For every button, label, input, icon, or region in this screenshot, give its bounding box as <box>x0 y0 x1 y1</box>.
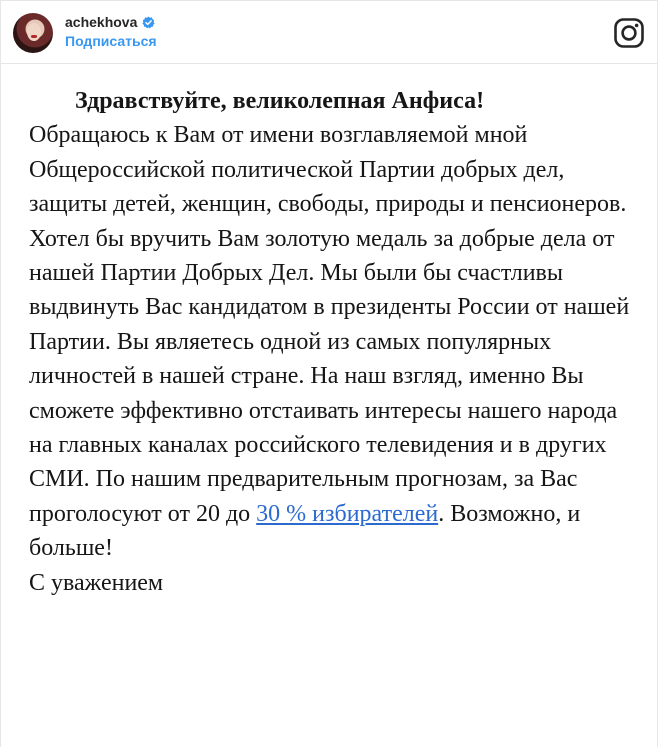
letter-closing: С уважением <box>29 569 164 596</box>
avatar-face <box>27 23 41 41</box>
post-header <box>0 0 658 64</box>
username-link[interactable]: achekhova <box>65 14 138 30</box>
verified-badge-icon <box>142 16 155 29</box>
letter-paragraph-2 <box>29 222 641 566</box>
follow-button[interactable]: Подписаться <box>65 33 157 49</box>
letter-greeting: Здравствуйте, великолепная Анфиса! <box>75 88 485 114</box>
letter-paragraph-1: Обращаюсь к Вам от имени возглавляемой мной Общероссийской политической Партии добрых дел, защиты детей, женщин, свободы, природы и пенсионеров. <box>29 122 627 218</box>
letter-paragraph-2-end: . Возможно, и больше! <box>29 500 581 562</box>
letter-paragraph-2-text: Хотел бы вручить Вам золотую медаль за добрые дела от нашей Партии Добрых Дел. Мы были бы счастливы выдвинуть Вас кандидатом в президенты России от нашей Партии. Вы являетесь одной из самых популярных личностей в нашей стране. На наш взгляд, именно Вы сможете эффективно отстаивать интересы нашего народа на главных каналах российского телевидения и в других СМИ. По нашим предварительным прогнозам, за Вас проголосуют от 20 до <box>29 225 630 527</box>
instagram-icon[interactable] <box>613 17 645 49</box>
letter-text <box>29 84 641 600</box>
username-row <box>65 13 155 31</box>
voters-percentage-link[interactable]: 30 % избирателей <box>256 500 439 527</box>
avatar-lips <box>31 35 37 38</box>
post-image <box>0 64 658 747</box>
avatar[interactable] <box>13 13 53 53</box>
